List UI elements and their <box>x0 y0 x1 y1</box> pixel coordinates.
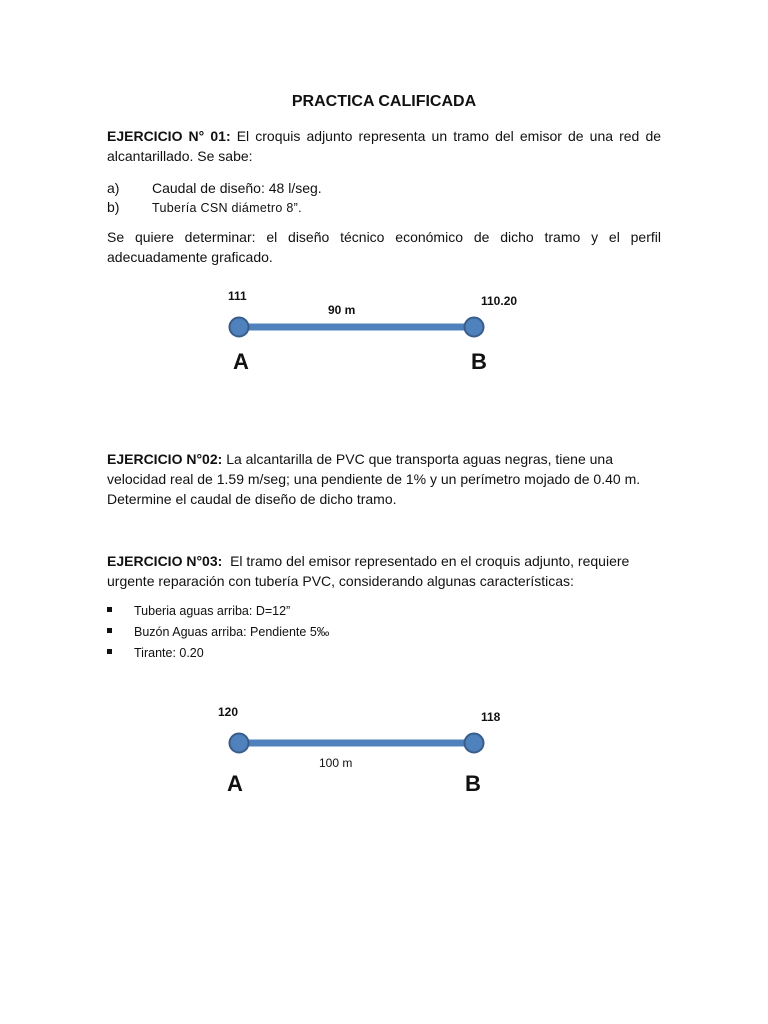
ex3-elevation-b: 118 <box>481 710 501 724</box>
ex1-length-label: 90 m <box>328 303 356 317</box>
ex1-data-list <box>107 179 322 217</box>
list-item-text: Tubería CSN diámetro 8”. <box>152 201 302 215</box>
ex3-node-a <box>230 734 249 753</box>
ex3-node-a-label: A <box>227 771 243 796</box>
ex1-node-a <box>230 318 249 337</box>
ex3-length-label: 100 m <box>319 756 353 770</box>
ex1-sketch <box>228 289 517 374</box>
ex2-heading: EJERCICIO N°02: <box>107 451 223 467</box>
ex3-list-item <box>107 601 329 622</box>
ex1-question: Se quiere determinar: el diseño técnico económico de dicho tramo y el perfil adecuadamente graficado. <box>107 229 661 265</box>
ex3-node-b-label: B <box>465 771 481 796</box>
ex3-elevation-a: 120 <box>218 705 239 719</box>
ex1-node-b <box>465 318 484 337</box>
bullet-square-icon <box>107 607 112 612</box>
ex1-heading: EJERCICIO N° 01: <box>107 128 231 144</box>
ex1-node-a-label: A <box>233 349 249 374</box>
ex2-text: La alcantarilla de PVC que transporta aguas negras, tiene una velocidad real de 1.59 m/seg; una pendiente de 1% y un perímetro mojado de 0.40 m. Determine el caudal de diseño de dicho tramo. <box>107 451 641 507</box>
ex3-characteristics-list <box>107 601 329 664</box>
ex3-heading: EJERCICIO N°03: <box>107 553 223 569</box>
list-marker: b) <box>107 199 120 215</box>
ex3-text: El tramo del emisor representado en el croquis adjunto, requiere urgente reparación con tubería PVC, considerando algunas características: <box>107 553 630 589</box>
ex3-node-b <box>465 734 484 753</box>
ex3-sketch <box>218 705 501 796</box>
ex3-list-item <box>107 643 329 664</box>
ex1-list-item <box>107 198 322 217</box>
ex2-paragraph <box>107 449 661 509</box>
list-item-text: Tirante: 0.20 <box>134 646 204 660</box>
ex3-list-item <box>107 622 329 643</box>
bullet-square-icon <box>107 628 112 633</box>
list-item-text: Buzón Aguas arriba: Pendiente 5‰ <box>134 625 330 639</box>
page-title: PRACTICA CALIFICADA <box>291 93 477 110</box>
ex1-elevation-b: 110.20 <box>481 294 518 308</box>
ex3-paragraph <box>107 551 661 591</box>
list-marker: a) <box>107 180 120 196</box>
ex1-list-item <box>107 179 322 198</box>
ex1-elevation-a: 111 <box>228 289 247 303</box>
ex1-intro-text: El croquis adjunto representa un tramo del emisor de una red de alcantarillado. Se sabe: <box>107 128 662 164</box>
ex1-intro-paragraph <box>107 126 661 166</box>
list-item-text: Caudal de diseño: 48 l/seg. <box>152 180 322 196</box>
ex1-node-b-label: B <box>471 349 487 374</box>
list-item-text: Tuberia aguas arriba: D=12” <box>134 604 291 618</box>
bullet-square-icon <box>107 649 112 654</box>
